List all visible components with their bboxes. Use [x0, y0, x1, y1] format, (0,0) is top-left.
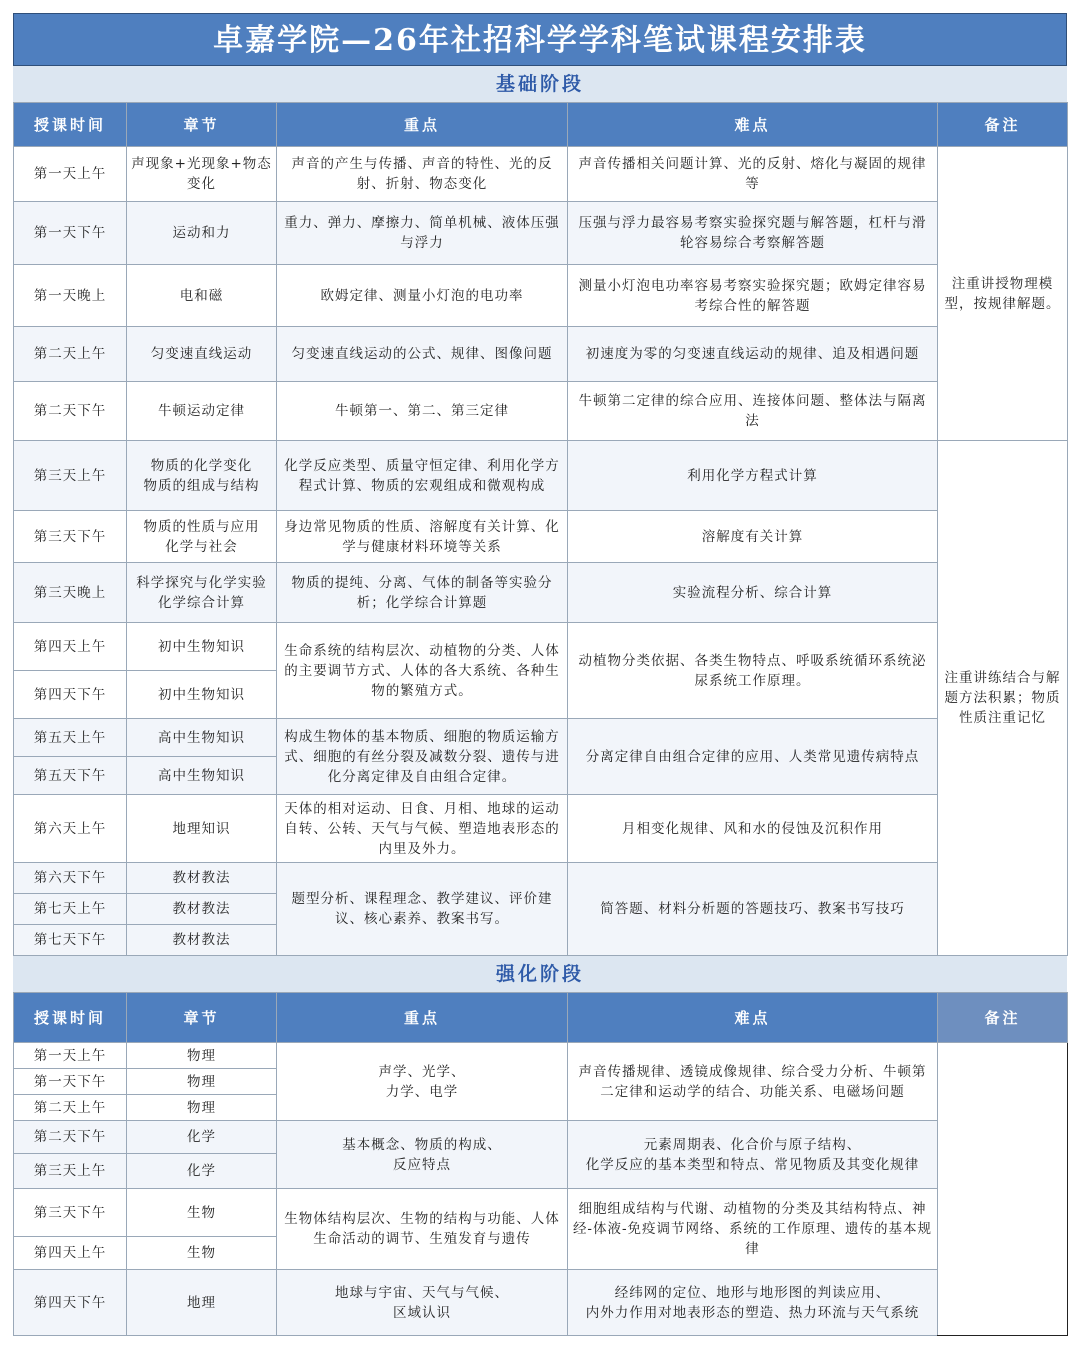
- header-key: 重点: [277, 103, 568, 147]
- table-row: [14, 511, 1068, 563]
- difficulty-cell: 初速度为零的匀变速直线运动的规律、追及相遇问题: [568, 327, 938, 382]
- table-row: [14, 563, 1068, 623]
- difficulty-cell: 声音传播相关问题计算、光的反射、熔化与凝固的规律等: [568, 147, 938, 202]
- chapter-cell: 物质的化学变化 物质的组成与结构: [127, 441, 277, 511]
- key-cell: 重力、弹力、摩擦力、简单机械、液体压强与浮力: [277, 202, 568, 265]
- difficulty-cell: 声音传播规律、透镜成像规律、综合受力分析、牛顿第二定律和运动学的结合、功能关系、电磁场问题: [568, 1043, 938, 1121]
- note-physics: 注重讲授物理模型，按规律解题。: [938, 147, 1068, 441]
- table-row: [14, 147, 1068, 202]
- chapter-cell: 生物: [127, 1189, 277, 1237]
- time-cell: 第二天下午: [14, 382, 127, 441]
- chapter-cell: 物质的性质与应用 化学与社会: [127, 511, 277, 563]
- time-cell: 第三天下午: [14, 511, 127, 563]
- key-cell: 地球与宇宙、天气与气候、 区域认识: [277, 1270, 568, 1336]
- time-cell: 第三天下午: [14, 1189, 127, 1237]
- time-cell: 第一天下午: [14, 202, 127, 265]
- header-row: [14, 103, 1068, 147]
- header-note: 备注: [938, 993, 1068, 1043]
- time-cell: 第一天上午: [14, 147, 127, 202]
- key-cell: 生命系统的结构层次、动植物的分类、人体的主要调节方式、人体的各大系统、各种生物的繁殖方式。: [277, 623, 568, 719]
- key-cell: 欧姆定律、测量小灯泡的电功率: [277, 265, 568, 327]
- difficulty-cell: 细胞组成结构与代谢、动植物的分类及其结构特点、神经-体液-免疫调节网络、系统的工作原理、遗传的基本规律: [568, 1189, 938, 1270]
- time-cell: 第五天上午: [14, 719, 127, 757]
- difficulty-cell: 元素周期表、化合价与原子结构、 化学反应的基本类型和特点、常见物质及其变化规律: [568, 1121, 938, 1189]
- header-chapter: 章节: [127, 993, 277, 1043]
- key-cell: 身边常见物质的性质、溶解度有关计算、化学与健康材料环境等关系: [277, 511, 568, 563]
- table-row: [14, 795, 1068, 863]
- chapter-cell: 物理: [127, 1069, 277, 1095]
- table-row: [14, 1189, 1068, 1237]
- difficulty-cell: 测量小灯泡电功率容易考察实验探究题；欧姆定律容易考综合性的解答题: [568, 265, 938, 327]
- chapter-cell: 教材教法: [127, 925, 277, 956]
- key-cell: 天体的相对运动、日食、月相、地球的运动自转、公转、天气与气候、塑造地表形态的内里及外力。: [277, 795, 568, 863]
- page-title: 卓嘉学院—26年社招科学学科笔试课程安排表: [13, 13, 1067, 66]
- chapter-cell: 初中生物知识: [127, 671, 277, 719]
- header-time: 授课时间: [14, 103, 127, 147]
- time-cell: 第三天上午: [14, 1154, 127, 1189]
- advanced-stage-table: [13, 992, 1068, 1336]
- chapter-cell: 牛顿运动定律: [127, 382, 277, 441]
- table-row: [14, 863, 1068, 894]
- chapter-cell: 地理: [127, 1270, 277, 1336]
- table-row: [14, 265, 1068, 327]
- chapter-cell: 地理知识: [127, 795, 277, 863]
- chapter-cell: 运动和力: [127, 202, 277, 265]
- chapter-cell: 科学探究与化学实验 化学综合计算: [127, 563, 277, 623]
- table-row: [14, 623, 1068, 671]
- key-cell: 物质的提纯、分离、气体的制备等实验分析；化学综合计算题: [277, 563, 568, 623]
- stage-basic-label: 基础阶段: [13, 66, 1067, 102]
- header-chapter: 章节: [127, 103, 277, 147]
- time-cell: 第二天上午: [14, 327, 127, 382]
- chapter-cell: 生物: [127, 1237, 277, 1270]
- header-row: [14, 993, 1068, 1043]
- chapter-cell: 高中生物知识: [127, 757, 277, 795]
- difficulty-cell: 经纬网的定位、地形与地形图的判读应用、 内外力作用对地表形态的塑造、热力环流与天气系统: [568, 1270, 938, 1336]
- time-cell: 第四天上午: [14, 1237, 127, 1270]
- table-row: [14, 1121, 1068, 1154]
- difficulty-cell: 分离定律自由组合定律的应用、人类常见遗传病特点: [568, 719, 938, 795]
- time-cell: 第四天下午: [14, 1270, 127, 1336]
- note-general: 注重讲练结合与解题方法积累；物质性质注重记忆: [938, 441, 1068, 956]
- time-cell: 第三天晚上: [14, 563, 127, 623]
- chapter-cell: 化学: [127, 1121, 277, 1154]
- key-cell: 牛顿第一、第二、第三定律: [277, 382, 568, 441]
- time-cell: 第六天上午: [14, 795, 127, 863]
- difficulty-cell: 简答题、材料分析题的答题技巧、教案书写技巧: [568, 863, 938, 956]
- table-row: [14, 1043, 1068, 1069]
- time-cell: 第一天上午: [14, 1043, 127, 1069]
- header-key: 重点: [277, 993, 568, 1043]
- difficulty-cell: 利用化学方程式计算: [568, 441, 938, 511]
- chapter-cell: 电和磁: [127, 265, 277, 327]
- chapter-cell: 物理: [127, 1043, 277, 1069]
- key-cell: 题型分析、课程理念、教学建议、评价建议、核心素养、教案书写。: [277, 863, 568, 956]
- time-cell: 第二天下午: [14, 1121, 127, 1154]
- key-cell: 构成生物体的基本物质、细胞的物质运输方式、细胞的有丝分裂及减数分裂、遗传与进化分离定律及自由组合定律。: [277, 719, 568, 795]
- key-cell: 化学反应类型、质量守恒定律、利用化学方程式计算、物质的宏观组成和微观构成: [277, 441, 568, 511]
- difficulty-cell: 实验流程分析、综合计算: [568, 563, 938, 623]
- table-row: [14, 327, 1068, 382]
- key-cell: 声音的产生与传播、声音的特性、光的反射、折射、物态变化: [277, 147, 568, 202]
- table-row: [14, 382, 1068, 441]
- time-cell: 第一天晚上: [14, 265, 127, 327]
- chapter-cell: 初中生物知识: [127, 623, 277, 671]
- difficulty-cell: 溶解度有关计算: [568, 511, 938, 563]
- chapter-cell: 高中生物知识: [127, 719, 277, 757]
- time-cell: 第三天上午: [14, 441, 127, 511]
- time-cell: 第七天上午: [14, 894, 127, 925]
- header-time: 授课时间: [14, 993, 127, 1043]
- chapter-cell: 化学: [127, 1154, 277, 1189]
- note-cell: [938, 1043, 1068, 1336]
- chapter-cell: 匀变速直线运动: [127, 327, 277, 382]
- header-difficulty: 难点: [568, 993, 938, 1043]
- time-cell: 第四天下午: [14, 671, 127, 719]
- chapter-cell: 声现象+光现象+物态变化: [127, 147, 277, 202]
- key-cell: 基本概念、物质的构成、 反应特点: [277, 1121, 568, 1189]
- chapter-cell: 物理: [127, 1095, 277, 1121]
- difficulty-cell: 动植物分类依据、各类生物特点、呼吸系统循环系统泌尿系统工作原理。: [568, 623, 938, 719]
- time-cell: 第二天上午: [14, 1095, 127, 1121]
- key-cell: 声学、光学、 力学、电学: [277, 1043, 568, 1121]
- stage-advanced-label: 强化阶段: [13, 956, 1067, 992]
- difficulty-cell: 月相变化规律、风和水的侵蚀及沉积作用: [568, 795, 938, 863]
- chapter-cell: 教材教法: [127, 894, 277, 925]
- chapter-cell: 教材教法: [127, 863, 277, 894]
- header-note: 备注: [938, 103, 1068, 147]
- header-difficulty: 难点: [568, 103, 938, 147]
- table-row: [14, 202, 1068, 265]
- time-cell: 第七天下午: [14, 925, 127, 956]
- difficulty-cell: 压强与浮力最容易考察实验探究题与解答题，杠杆与滑轮容易综合考察解答题: [568, 202, 938, 265]
- table-row: [14, 719, 1068, 757]
- table-row: [14, 1270, 1068, 1336]
- schedule-sheet: [13, 13, 1067, 1336]
- time-cell: 第六天下午: [14, 863, 127, 894]
- difficulty-cell: 牛顿第二定律的综合应用、连接体问题、整体法与隔离法: [568, 382, 938, 441]
- table-row: [14, 441, 1068, 511]
- key-cell: 生物体结构层次、生物的结构与功能、人体生命活动的调节、生殖发育与遗传: [277, 1189, 568, 1270]
- basic-stage-table: [13, 102, 1068, 956]
- key-cell: 匀变速直线运动的公式、规律、图像问题: [277, 327, 568, 382]
- time-cell: 第五天下午: [14, 757, 127, 795]
- time-cell: 第四天上午: [14, 623, 127, 671]
- time-cell: 第一天下午: [14, 1069, 127, 1095]
